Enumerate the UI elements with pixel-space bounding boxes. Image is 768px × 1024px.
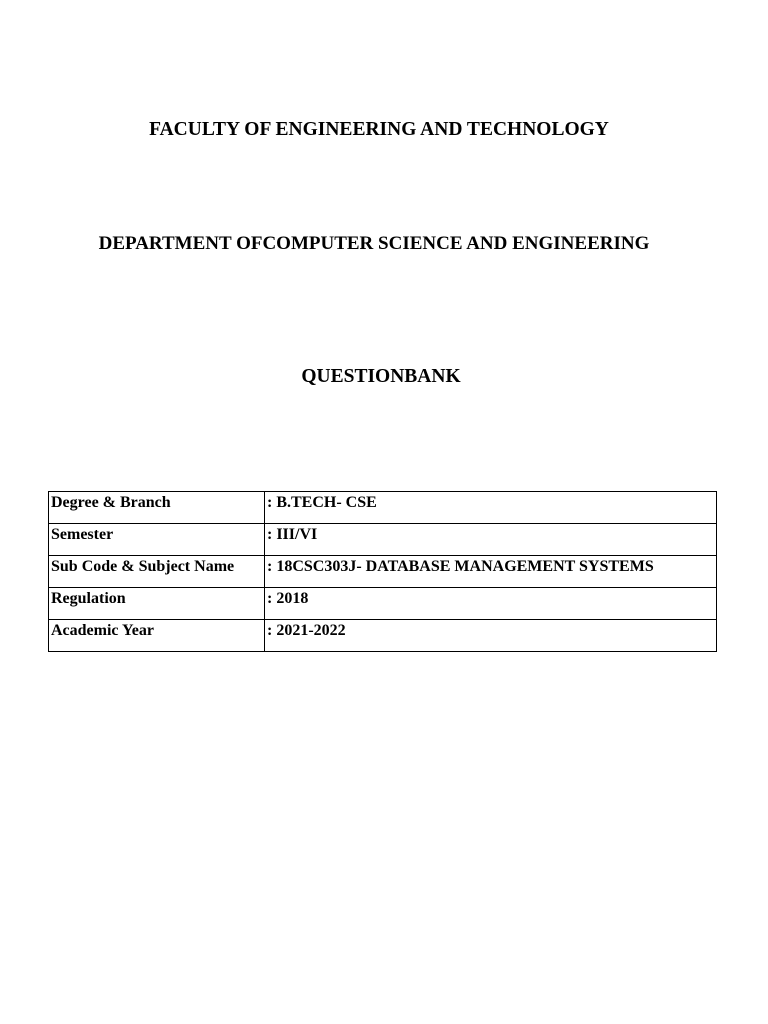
degree-branch-label: Degree & Branch — [49, 492, 265, 524]
regulation-label: Regulation — [49, 588, 265, 620]
table-row — [49, 588, 717, 620]
course-info-table — [48, 491, 717, 652]
department-heading: DEPARTMENT OFCOMPUTER SCIENCE AND ENGINEERING — [98, 233, 650, 254]
table-row — [49, 556, 717, 588]
faculty-heading: FACULTY OF ENGINEERING AND TECHNOLOGY — [149, 119, 609, 140]
subject-value: : 18CSC303J- DATABASE MANAGEMENT SYSTEMS — [265, 556, 717, 588]
degree-branch-value: : B.TECH- CSE — [265, 492, 717, 524]
academic-year-value: : 2021-2022 — [265, 620, 717, 652]
question-bank-title: QUESTIONBANK — [301, 366, 461, 387]
table-row — [49, 492, 717, 524]
academic-year-label: Academic Year — [49, 620, 265, 652]
semester-value: : III/VI — [265, 524, 717, 556]
subject-label: Sub Code & Subject Name — [49, 556, 265, 588]
semester-label: Semester — [49, 524, 265, 556]
regulation-value: : 2018 — [265, 588, 717, 620]
table-row — [49, 524, 717, 556]
table-row — [49, 620, 717, 652]
